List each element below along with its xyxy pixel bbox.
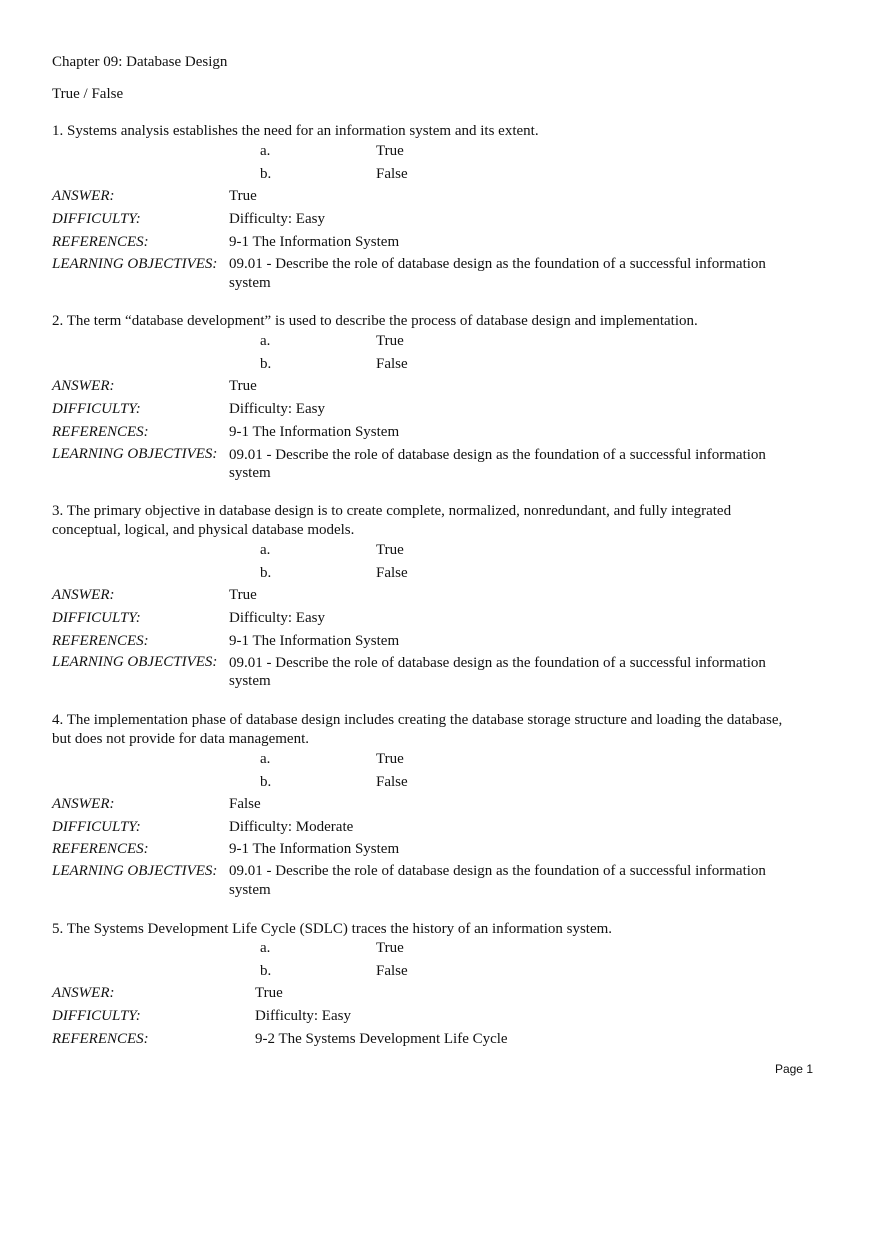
difficulty-label: DIFFICULTY: xyxy=(52,610,141,626)
difficulty-label: DIFFICULTY: xyxy=(52,1008,141,1024)
objectives-value: 09.01 - Describe the role of database design as the foundation of a successful information xyxy=(229,256,766,272)
objectives-value-cont: system xyxy=(229,882,271,898)
option-letter: a. xyxy=(260,143,271,159)
objectives-value: 09.01 - Describe the role of database design as the foundation of a successful information xyxy=(229,655,766,671)
answer-value: True xyxy=(229,378,257,394)
option-letter: b. xyxy=(260,774,272,790)
answer-value: False xyxy=(229,796,261,812)
answer-value: True xyxy=(229,587,257,603)
option-value: False xyxy=(376,565,408,581)
option-value: False xyxy=(376,166,408,182)
option-value: True xyxy=(376,940,404,956)
answer-label: ANSWER: xyxy=(52,587,115,603)
option-value: True xyxy=(376,542,404,558)
references-label: REFERENCES: xyxy=(52,841,149,857)
question-text: 2. The term “database development” is used to describe the process of database design and implementation. xyxy=(52,313,698,329)
references-label: REFERENCES: xyxy=(52,234,149,250)
option-letter: a. xyxy=(260,940,271,956)
answer-value: True xyxy=(229,188,257,204)
option-letter: b. xyxy=(260,166,272,182)
question-text-cont: conceptual, logical, and physical database models. xyxy=(52,522,355,538)
objectives-label: LEARNING OBJECTIVES: xyxy=(52,863,218,879)
references-value: 9-1 The Information System xyxy=(229,841,400,857)
references-label: REFERENCES: xyxy=(52,1031,149,1047)
references-value: 9-1 The Information System xyxy=(229,424,400,440)
section-title: True / False xyxy=(52,86,124,102)
option-value: True xyxy=(376,143,404,159)
question-text: 4. The implementation phase of database design includes creating the database storage structure and loading the database, xyxy=(52,712,783,728)
option-letter: a. xyxy=(260,542,271,558)
question-text: 5. The Systems Development Life Cycle (SDLC) traces the history of an information system. xyxy=(52,921,613,937)
question-text-cont: but does not provide for data management. xyxy=(52,731,310,747)
references-label: REFERENCES: xyxy=(52,633,149,649)
option-letter: b. xyxy=(260,356,272,372)
difficulty-value: Difficulty: Easy xyxy=(229,401,325,417)
option-letter: a. xyxy=(260,333,271,349)
objectives-value: 09.01 - Describe the role of database design as the foundation of a successful information xyxy=(229,863,766,879)
option-value: True xyxy=(376,751,404,767)
difficulty-value: Difficulty: Moderate xyxy=(229,819,354,835)
difficulty-label: DIFFICULTY: xyxy=(52,211,141,227)
answer-label: ANSWER: xyxy=(52,796,115,812)
objectives-value-cont: system xyxy=(229,673,271,689)
references-value: 9-1 The Information System xyxy=(229,234,400,250)
option-value: False xyxy=(376,963,408,979)
objectives-value: 09.01 - Describe the role of database design as the foundation of a successful information xyxy=(229,447,766,463)
option-value: False xyxy=(376,356,408,372)
option-value: False xyxy=(376,774,408,790)
question-text: 1. Systems analysis establishes the need for an information system and its extent. xyxy=(52,123,539,139)
difficulty-value: Difficulty: Easy xyxy=(255,1008,351,1024)
objectives-value-cont: system xyxy=(229,465,271,481)
option-letter: b. xyxy=(260,565,272,581)
difficulty-value: Difficulty: Easy xyxy=(229,610,325,626)
answer-value: True xyxy=(255,985,283,1001)
difficulty-label: DIFFICULTY: xyxy=(52,401,141,417)
references-label: REFERENCES: xyxy=(52,424,149,440)
difficulty-value: Difficulty: Easy xyxy=(229,211,325,227)
references-value: 9-2 The Systems Development Life Cycle xyxy=(255,1031,508,1047)
chapter-title: Chapter 09: Database Design xyxy=(52,54,228,70)
option-value: True xyxy=(376,333,404,349)
objectives-label: LEARNING OBJECTIVES: xyxy=(52,256,218,272)
answer-label: ANSWER: xyxy=(52,378,115,394)
answer-label: ANSWER: xyxy=(52,985,115,1001)
objectives-label: LEARNING OBJECTIVES: xyxy=(52,654,218,670)
question-text: 3. The primary objective in database design is to create complete, normalized, nonredundant, and fully integrated xyxy=(52,503,732,519)
objectives-label: LEARNING OBJECTIVES: xyxy=(52,446,218,462)
objectives-value-cont: system xyxy=(229,275,271,291)
option-letter: a. xyxy=(260,751,271,767)
page-number: Page 1 xyxy=(774,1062,813,1076)
references-value: 9-1 The Information System xyxy=(229,633,400,649)
answer-label: ANSWER: xyxy=(52,188,115,204)
option-letter: b. xyxy=(260,963,272,979)
difficulty-label: DIFFICULTY: xyxy=(52,819,141,835)
